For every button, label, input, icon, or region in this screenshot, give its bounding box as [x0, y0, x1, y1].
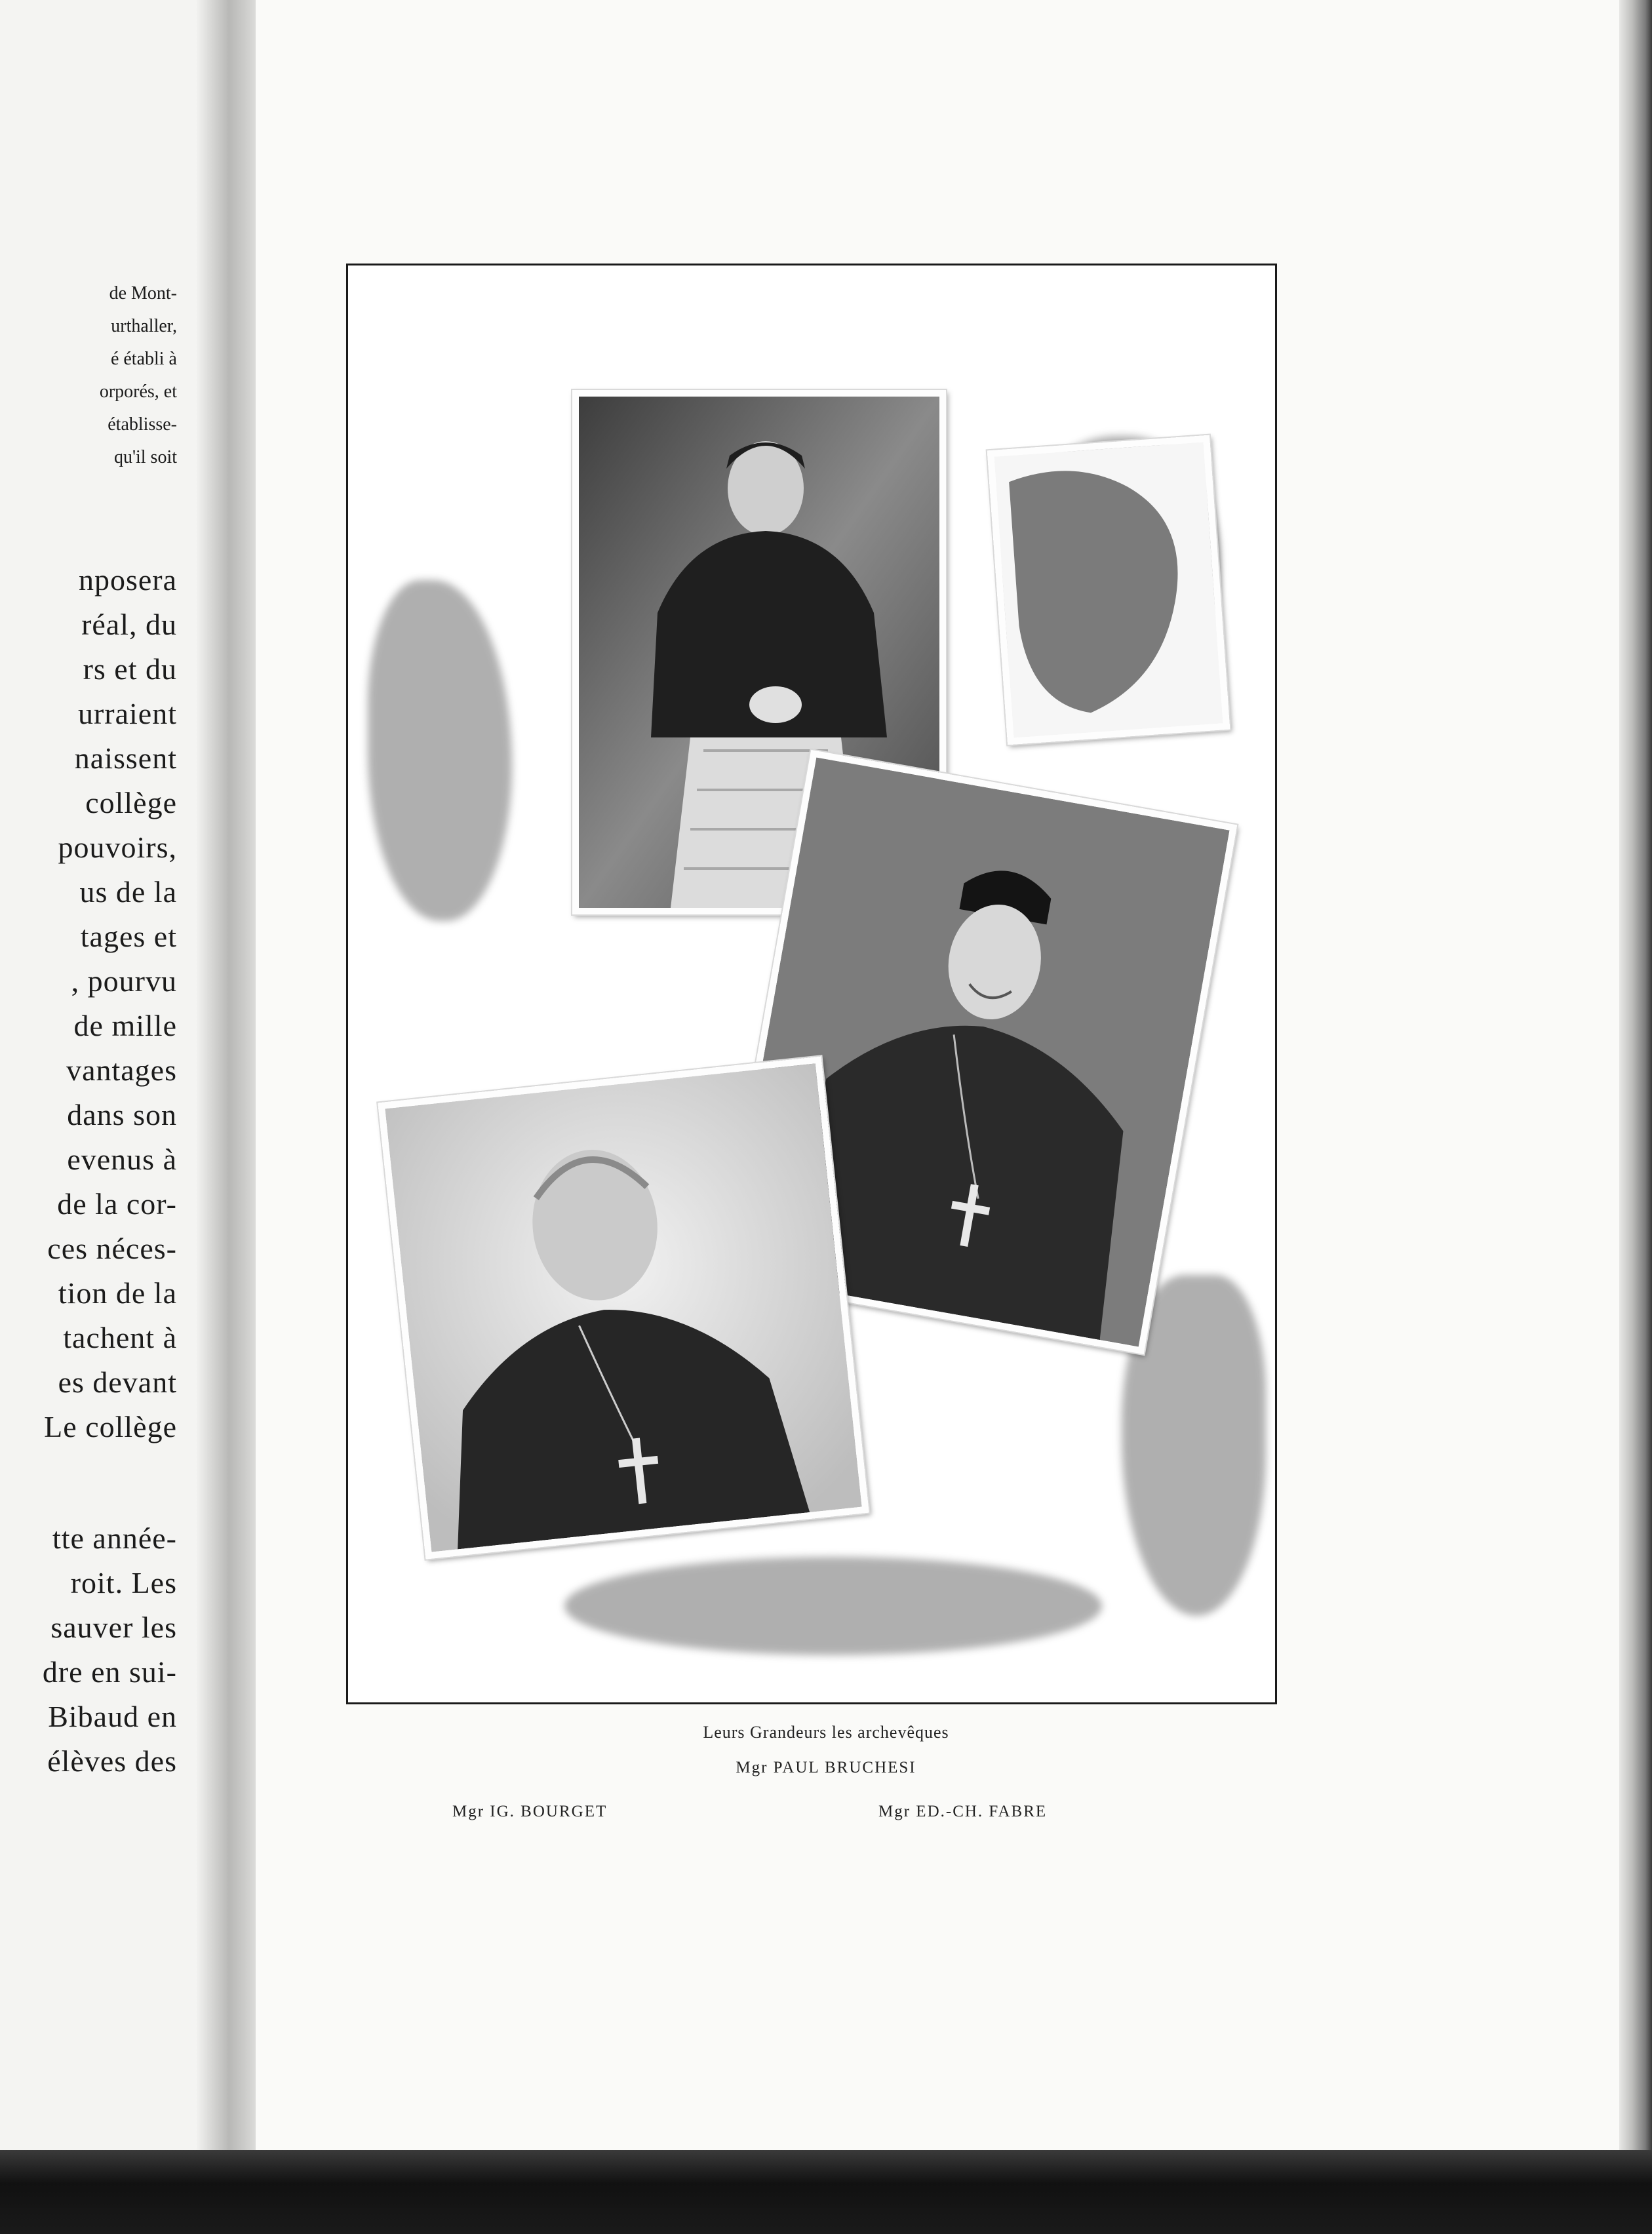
- page-edge: [1619, 0, 1652, 2157]
- left-text-line: orporés, et: [99, 382, 177, 402]
- left-text-line: Le collège: [44, 1410, 177, 1443]
- left-text-line: tte année-: [52, 1521, 177, 1555]
- portrait-elderly-bishop: [378, 1056, 869, 1559]
- left-text-line: de Mont-: [109, 283, 177, 304]
- wash-card: [987, 435, 1230, 745]
- left-text-line: vantages: [66, 1053, 177, 1087]
- left-text-line: , pourvu: [71, 964, 177, 998]
- left-text-line: us de la: [79, 875, 177, 909]
- left-text-line: établisse-: [108, 414, 177, 435]
- left-text-line: dre en sui-: [42, 1655, 177, 1689]
- left-text-line: sauver les: [50, 1611, 177, 1644]
- caption-name-right: Mgr ED.-CH. FABRE: [878, 1803, 1048, 1820]
- ink-wash: [564, 1557, 1102, 1655]
- left-text-line: urthaller,: [111, 316, 177, 336]
- left-text-line: es devant: [58, 1365, 177, 1399]
- left-page: [0, 0, 216, 2150]
- left-text-line: de la cor-: [57, 1187, 177, 1221]
- left-text-line: élèves des: [47, 1744, 177, 1778]
- left-text-line: réal, du: [81, 608, 177, 641]
- scan-bottom-strip: [0, 2150, 1652, 2234]
- left-text-line: rs et du: [83, 652, 177, 686]
- left-text-line: tages et: [80, 920, 177, 953]
- left-text-line: qu'il soit: [113, 447, 177, 467]
- caption-name-left: Mgr IG. BOURGET: [452, 1803, 608, 1820]
- caption-title: Leurs Grandeurs les archevêques: [703, 1723, 949, 1742]
- left-text-line: pouvoirs,: [58, 831, 177, 864]
- left-text-line: de mille: [73, 1009, 177, 1042]
- left-text-line: roit. Les: [70, 1566, 177, 1599]
- left-text-line: evenus à: [67, 1143, 177, 1176]
- left-text-line: ces néces-: [47, 1232, 177, 1265]
- left-text-line: urraient: [77, 697, 177, 730]
- left-text-line: dans son: [67, 1098, 177, 1131]
- caption-name-center: Mgr PAUL BRUCHESI: [736, 1759, 916, 1776]
- left-text-line: nposera: [78, 563, 177, 597]
- photo-plate: [346, 264, 1277, 1704]
- left-text-line: tion de la: [58, 1276, 177, 1310]
- left-text-line: é établi à: [110, 349, 177, 369]
- ink-wash: [368, 580, 512, 921]
- left-text-line: collège: [85, 786, 177, 819]
- left-text-line: naissent: [74, 741, 177, 775]
- left-text-line: tachent à: [63, 1321, 177, 1354]
- left-text-line: Bibaud en: [48, 1700, 177, 1733]
